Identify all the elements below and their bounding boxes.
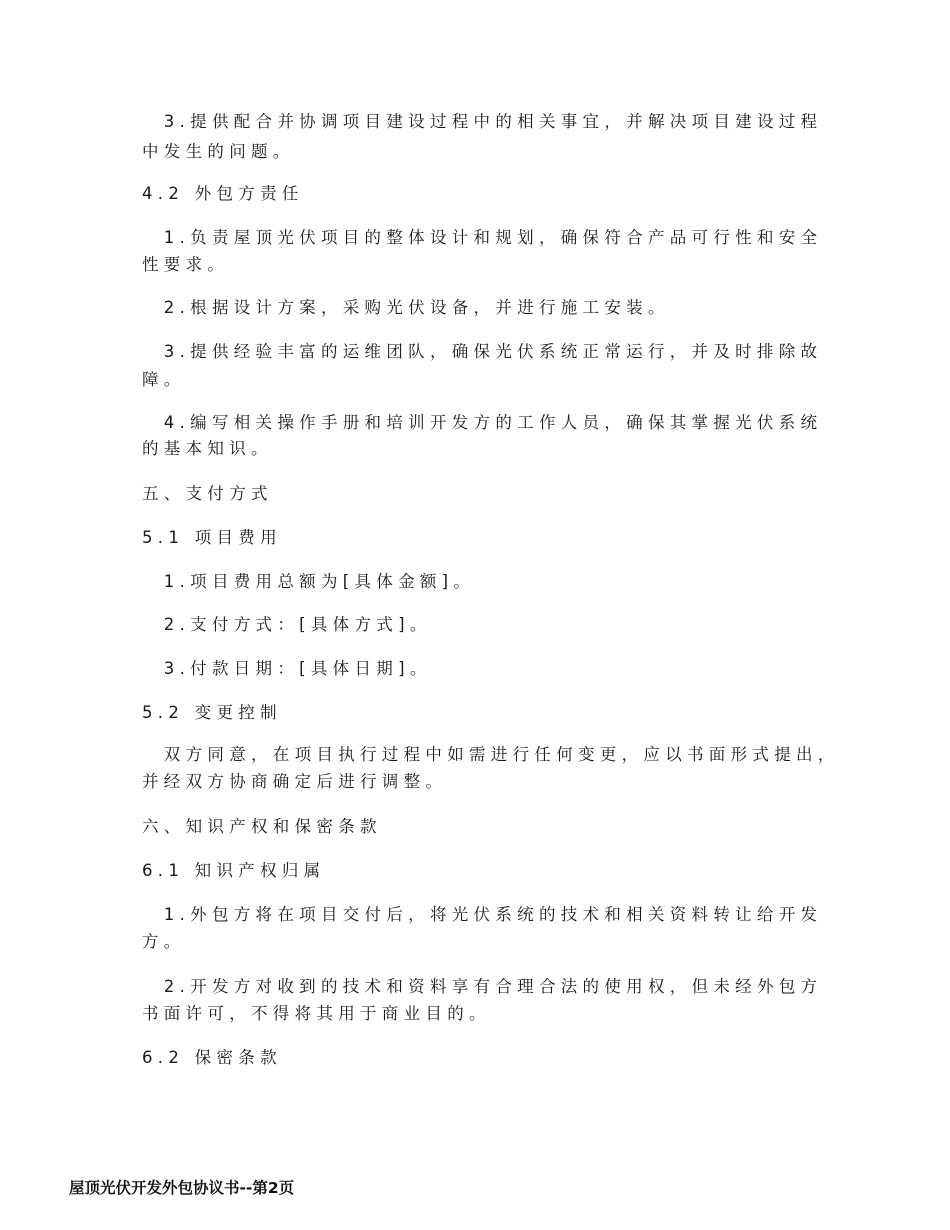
section-heading: 5.2 变更控制 [142,703,282,722]
paragraph-line: 1.项目费用总额为[具体金额]。 [142,572,476,591]
paragraph-line: 3.提供配合并协调项目建设过程中的相关事宜，并解决项目建设过程 [142,112,823,131]
paragraph-line: 的基本知识。 [142,439,273,458]
chapter-heading: 六、知识产权和保密条款 [142,817,382,836]
paragraph-line: 障。 [142,370,186,389]
paragraph-line: 方。 [142,932,186,951]
section-heading: 6.2 保密条款 [142,1048,282,1067]
paragraph-line: 书面许可，不得将其用于商业目的。 [142,1004,491,1023]
section-heading: 4.2 外包方责任 [142,184,304,203]
paragraph-line: 4.编写相关操作手册和培训开发方的工作人员，确保其掌握光伏系统 [142,413,823,432]
section-heading: 5.1 项目费用 [142,528,282,547]
paragraph-line: 3.提供经验丰富的运维团队，确保光伏系统正常运行，并及时排除故 [142,342,823,361]
paragraph-line: 中发生的问题。 [142,142,295,161]
paragraph-line: 双方同意，在项目执行过程中如需进行任何变更，应以书面形式提出， [142,745,840,764]
chapter-heading: 五、支付方式 [142,484,273,503]
paragraph-line: 1.负责屋顶光伏项目的整体设计和规划，确保符合产品可行性和安全 [142,228,823,247]
paragraph-line: 3.付款日期：[具体日期]。 [142,659,432,678]
paragraph-line: 2.开发方对收到的技术和资料享有合理合法的使用权，但未经外包方 [142,977,823,996]
page-footer: 屋顶光伏开发外包协议书--第2页 [69,1179,295,1197]
section-heading: 6.1 知识产权归属 [142,861,326,880]
paragraph-line: 1.外包方将在项目交付后，将光伏系统的技术和相关资料转让给开发 [142,905,823,924]
paragraph-line: 并经双方协商确定后进行调整。 [142,772,448,791]
paragraph-line: 2.支付方式：[具体方式]。 [142,615,432,634]
paragraph-line: 性要求。 [142,255,230,274]
paragraph-line: 2.根据设计方案，采购光伏设备，并进行施工安装。 [142,298,670,317]
